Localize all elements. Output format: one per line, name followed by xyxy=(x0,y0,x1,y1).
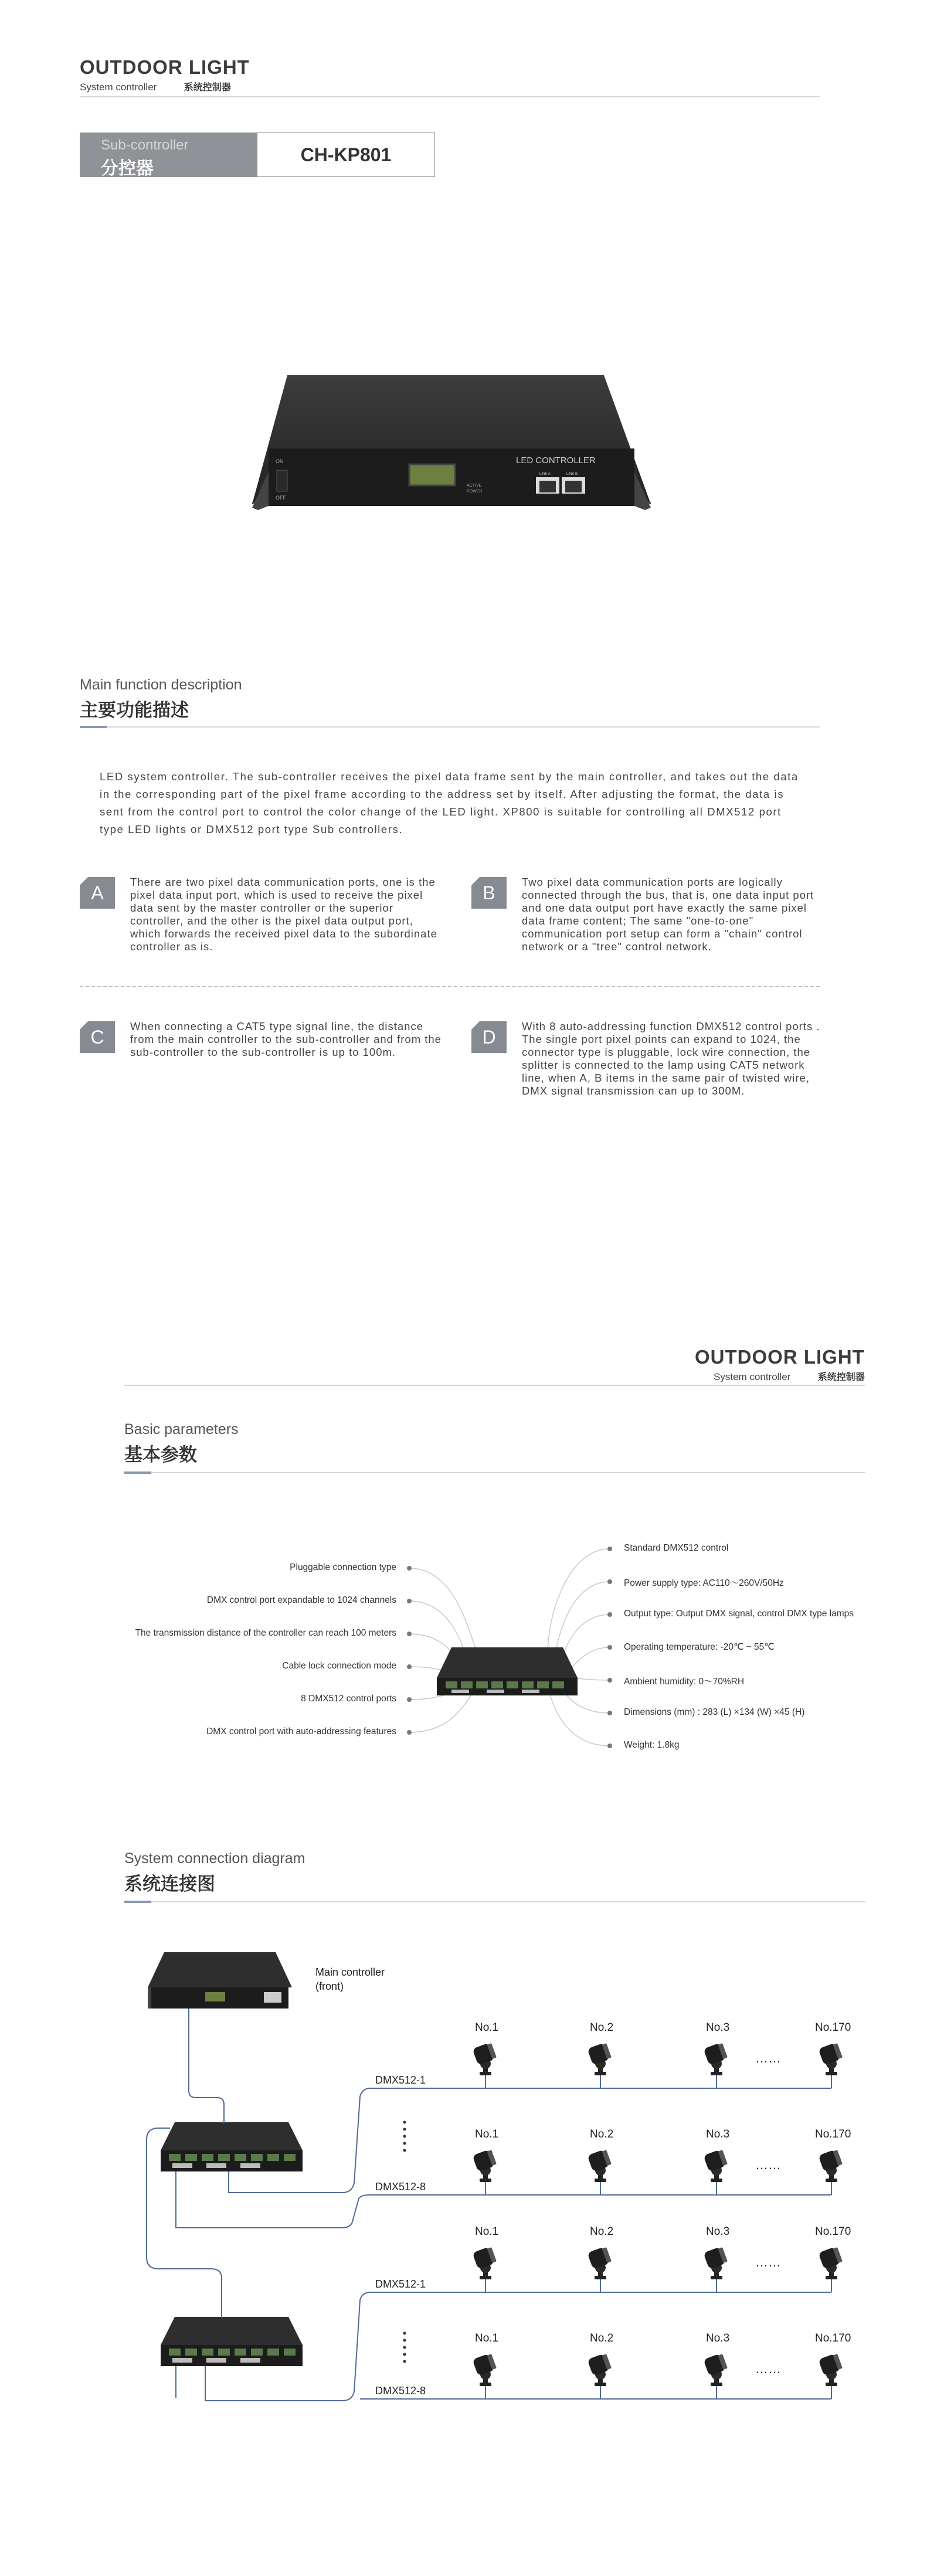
device-on-label: ON xyxy=(276,458,284,464)
lamp-label: No.170 xyxy=(815,2225,851,2238)
params-divider xyxy=(124,1472,865,1473)
ellipsis: …… xyxy=(755,2361,781,2376)
lamp-label: No.170 xyxy=(815,2128,851,2140)
feature-b-badge: B xyxy=(471,877,507,909)
params-title-cn: 基本参数 xyxy=(124,1445,197,1465)
feature-c-text: When connecting a CAT5 type signal line, the distance from the main controller to the sub-controller and from the sub-controller to the sub-controller is up to 100m. xyxy=(130,1020,442,1058)
param-right-5: Ambient humidity: 0～70%RH xyxy=(624,1677,745,1687)
device-power-label: POWER xyxy=(467,490,483,494)
feature-d-badge: D xyxy=(471,1021,507,1053)
feature-a-text: There are two pixel data communication ports, one is the pixel data input port, which is used to receive the pixel data sent by the master controller or the superior controller, and the other is the pixel data output port, which forwards the received pixel data to the subordinate controller as is. xyxy=(130,876,437,953)
port-label-1: DMX512-1 xyxy=(375,2074,426,2086)
ellipsis: …… xyxy=(755,2157,781,2172)
device-port2-label: LINK B xyxy=(566,473,578,476)
brand-title-2: OUTDOOR LIGHT xyxy=(695,1346,865,1368)
feature-d-text: With 8 auto-addressing function DMX512 control ports . The single port pixel points can expand to 1024, the connector type is pluggable, lock wire connection, the splitter is connected to the lamp using CAT5 network line, when A, B items in the same pair of twisted wire, DMX signal transmission can up to 300M. xyxy=(522,1020,820,1097)
brand-subtitle: System controller xyxy=(80,81,157,93)
brand-header-2 xyxy=(695,1346,865,1383)
product-model: CH-KP801 xyxy=(257,132,435,177)
device-panel-text: LED CONTROLLER xyxy=(516,456,596,465)
param-right-7: Weight: 1.8kg xyxy=(624,1740,680,1750)
lamp-label: No.1 xyxy=(475,2128,499,2140)
diagram-accent xyxy=(124,1901,151,1903)
main-controller-image xyxy=(148,1952,292,2009)
lamp-label: No.3 xyxy=(706,2021,730,2034)
diagram-title-cn: 系统连接图 xyxy=(124,1874,215,1894)
lamp-label: No.3 xyxy=(706,2332,730,2344)
brand-subtitle-cn: 系统控制器 xyxy=(184,83,231,93)
wire-main-to-sub1 xyxy=(189,2009,224,2123)
lamp-label: No.3 xyxy=(706,2128,730,2140)
features-divider xyxy=(80,986,820,987)
lamp-label: No.3 xyxy=(706,2225,730,2238)
functions-title-en: Main function description xyxy=(80,677,242,693)
lamp-label: No.1 xyxy=(475,2225,499,2238)
diagram-divider xyxy=(124,1901,865,1902)
lamp-row-3 xyxy=(472,2225,851,2292)
brand-subtitle-2: System controller xyxy=(714,1371,791,1382)
feature-b-text: Two pixel data communication ports are logically connected through the bus, that is, one data input port and one data output port have exactly the same pixel data frame content; The same "one-to-one" communication port setup can form a "chain" control network or a "tree" control network. xyxy=(522,876,814,953)
functions-intro: LED system controller. The sub-controller receives the pixel data frame sent by the main controller, and takes out the data in the corresponding part of the pixel frame according to the address set by itself. After adjusting the format, the data is sent from the control port to control the color change of the LED light. XP800 is suitable for controlling all DMX512 port type LED lights or DMX512 port type Sub controllers. xyxy=(100,770,799,835)
lamp-label: No.2 xyxy=(590,2225,614,2238)
connection-diagram xyxy=(0,1935,944,2404)
lamp-label: No.170 xyxy=(815,2332,851,2344)
lamp-label: No.170 xyxy=(815,2021,851,2034)
device-active-label: ACTIVE xyxy=(467,484,482,488)
param-right-2: Power supply type: AC110～260V/50Hz xyxy=(624,1578,784,1588)
product-label-en: Sub-controller xyxy=(101,137,189,153)
header-divider-2 xyxy=(124,1385,865,1386)
header-divider xyxy=(80,96,820,97)
device-port1-label: LINK A xyxy=(539,473,551,476)
device-off-label: OFF xyxy=(276,495,286,501)
ellipsis: …… xyxy=(755,2255,781,2269)
device-rear-image xyxy=(437,1647,578,1695)
main-controller-sublabel: (front) xyxy=(315,1980,344,1992)
params-title-en: Basic parameters xyxy=(124,1421,239,1437)
product-label-box xyxy=(80,132,257,177)
param-right-6: Dimensions (mm) : 283 (L) ×134 (W) ×45 (H) xyxy=(624,1707,805,1717)
functions-title-cn: 主要功能描述 xyxy=(80,700,189,721)
brand-title: OUTDOOR LIGHT xyxy=(80,56,250,78)
feature-a-badge: A xyxy=(80,877,115,909)
port-label-2: DMX512-8 xyxy=(375,2181,426,2193)
lamp-label: No.1 xyxy=(475,2332,499,2344)
lamp-row-1 xyxy=(472,2021,851,2088)
brand-subtitle-cn-2: 系统控制器 xyxy=(817,1372,865,1382)
param-left-1: Pluggable connection type xyxy=(290,1562,396,1572)
param-left-6: DMX control port with auto-addressing features xyxy=(206,1727,396,1736)
sub-controller-1-image xyxy=(161,2122,303,2171)
sub-controller-2-image xyxy=(161,2317,303,2366)
device-front-image xyxy=(246,369,657,522)
ellipsis: …… xyxy=(755,2051,781,2065)
functions-divider xyxy=(80,726,820,728)
product-label-cn: 分控器 xyxy=(101,159,154,178)
brand-header xyxy=(80,56,250,93)
param-left-4: Cable lock connection mode xyxy=(282,1661,396,1671)
lamp-row-4 xyxy=(472,2332,851,2399)
main-controller-label: Main controller xyxy=(315,1966,385,1978)
diagram-title-en: System connection diagram xyxy=(124,1850,305,1867)
device-lcd xyxy=(409,464,455,485)
port-label-4: DMX512-8 xyxy=(375,2385,426,2397)
param-right-1: Standard DMX512 control xyxy=(624,1543,729,1553)
lamp-label: No.2 xyxy=(590,2332,614,2344)
lamp-label: No.2 xyxy=(590,2021,614,2034)
port-label-3: DMX512-1 xyxy=(375,2278,426,2290)
params-connector-lines xyxy=(0,1524,944,1770)
param-left-2: DMX control port expandable to 1024 channels xyxy=(206,1595,396,1605)
param-right-3: Output type: Output DMX signal, control DMX type lamps xyxy=(624,1609,854,1619)
device-switch xyxy=(277,470,287,491)
params-accent xyxy=(124,1471,151,1474)
lamp-row-2 xyxy=(472,2128,851,2195)
param-right-4: Operating temperature: -20℃ ~ 55℃ xyxy=(624,1642,775,1652)
param-left-5: 8 DMX512 control ports xyxy=(301,1694,396,1704)
param-left-3: The transmission distance of the controller can reach 100 meters xyxy=(135,1628,396,1638)
wire-dmx8-a xyxy=(176,2171,831,2228)
feature-c-badge: C xyxy=(80,1021,115,1053)
wire-dmx1-a xyxy=(229,2088,831,2193)
lamp-label: No.1 xyxy=(475,2021,499,2034)
functions-accent xyxy=(80,726,107,728)
lamp-label: No.2 xyxy=(590,2128,614,2140)
